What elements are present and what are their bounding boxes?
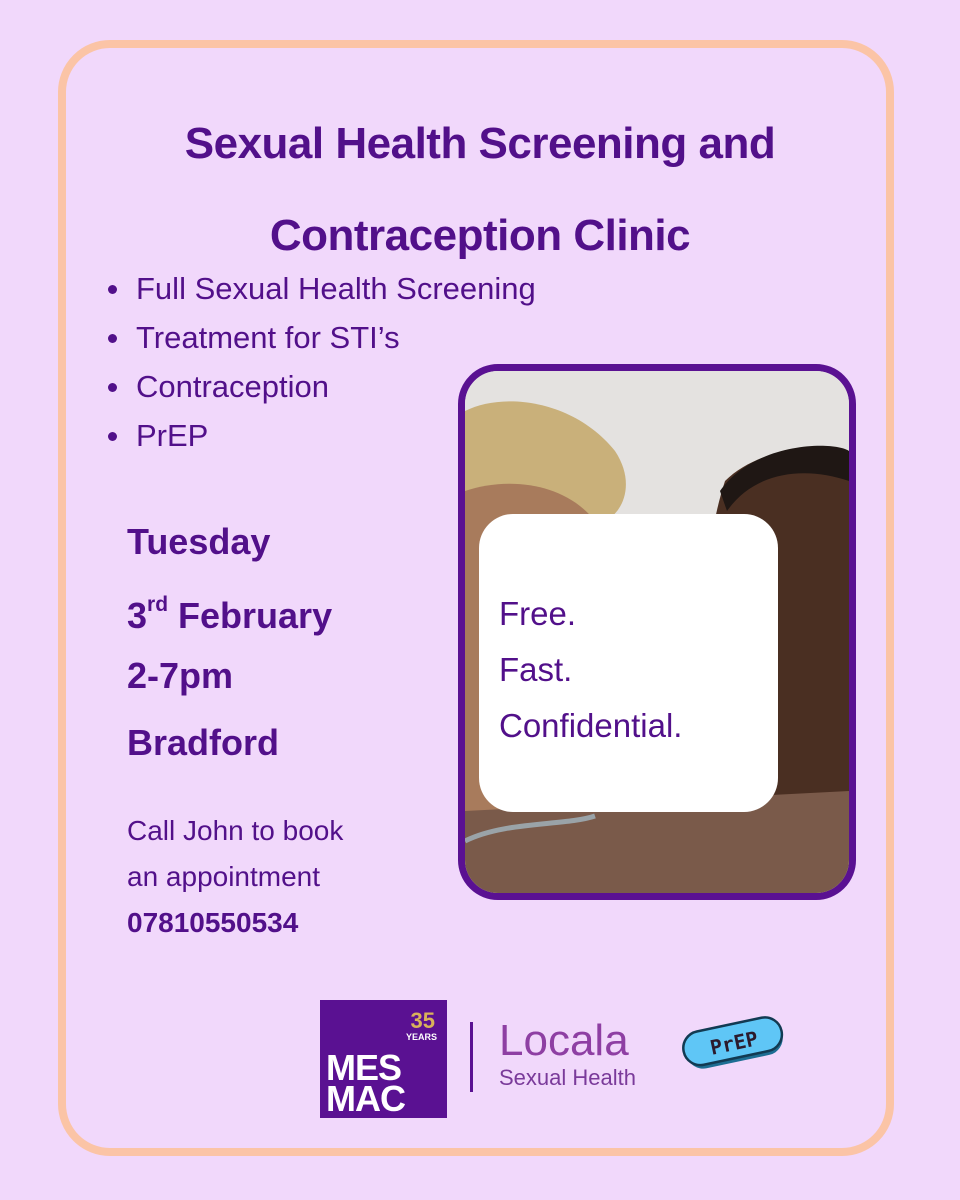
- mesmac-line-1: MES: [326, 1047, 402, 1088]
- mesmac-line-2: MAC: [326, 1078, 405, 1119]
- title-line-2: Contraception Clinic: [269, 211, 691, 260]
- event-time: 2-7pm: [127, 655, 234, 696]
- contact-phone[interactable]: 07810550534: [127, 907, 299, 938]
- event-location: Bradford: [127, 722, 279, 763]
- contact-info: [127, 808, 343, 946]
- logo-divider: [470, 1022, 473, 1092]
- service-item: PrEP: [105, 411, 536, 460]
- event-details: [127, 508, 332, 776]
- title-line-1: Sexual Health Screening and: [184, 119, 776, 168]
- tagline-confidential: Confidential.: [499, 707, 683, 744]
- event-date: [127, 575, 332, 642]
- mesmac-logo: [320, 1000, 447, 1118]
- mesmac-years-label: YEARS: [405, 1032, 437, 1042]
- locala-wordmark: Locala: [499, 1016, 629, 1065]
- tagline-card: [479, 514, 778, 812]
- poster-title: [60, 98, 900, 282]
- date-number: 3: [127, 595, 148, 636]
- locala-subtitle: Sexual Health: [499, 1065, 636, 1090]
- tagline-fast: Fast.: [499, 651, 573, 688]
- locala-logo: [499, 1018, 636, 1092]
- date-suffix: rd: [147, 593, 169, 616]
- mesmac-years-number: 35: [410, 1008, 435, 1033]
- service-item: Full Sexual Health Screening: [105, 264, 536, 313]
- service-item: Contraception: [105, 362, 536, 411]
- date-month: February: [168, 595, 333, 636]
- contact-line-1: Call John to book: [127, 815, 344, 846]
- mesmac-wordmark: [326, 1047, 405, 1119]
- event-day: Tuesday: [127, 521, 271, 562]
- tagline-free: Free.: [499, 595, 577, 632]
- prep-pill-badge: [677, 1016, 791, 1070]
- prep-badge-label: PrEP: [707, 1026, 761, 1060]
- contact-line-2: an appointment: [127, 861, 321, 892]
- service-item: Treatment for STI’s: [105, 313, 536, 362]
